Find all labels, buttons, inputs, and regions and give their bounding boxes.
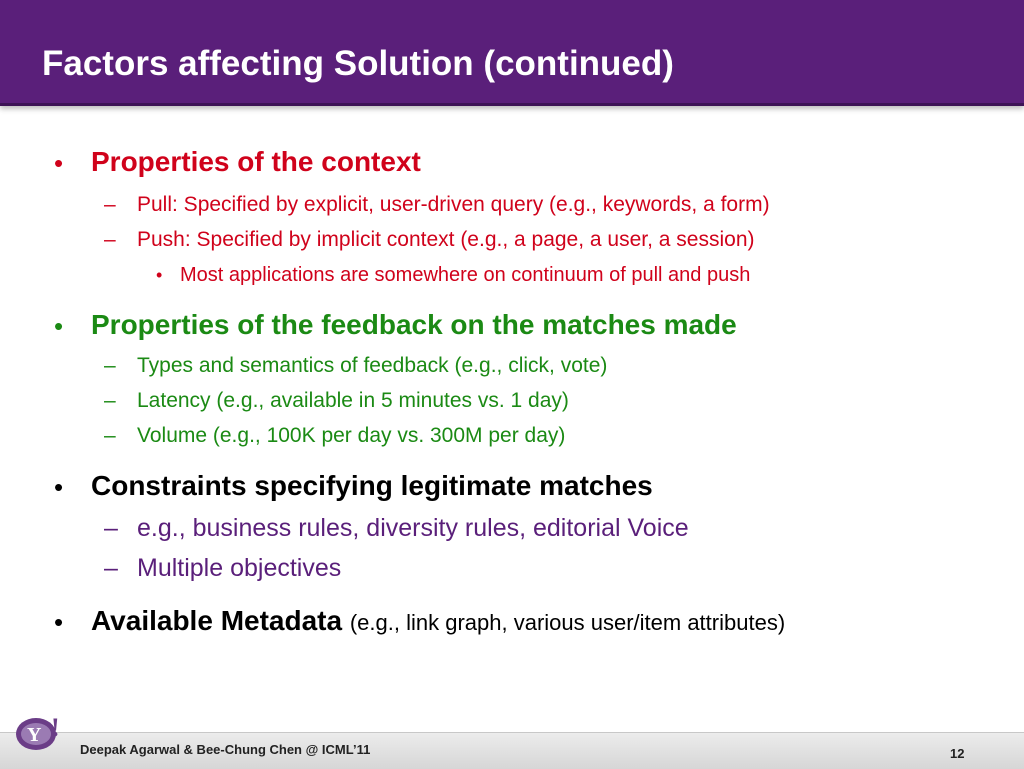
- bullet-properties-context: Properties of the context: [91, 146, 421, 177]
- bullet-marker: •: [156, 265, 163, 285]
- bullet-marker: •: [54, 607, 64, 637]
- dash-marker: –: [104, 228, 116, 251]
- subitem-pull: Pull: Specified by explicit, user-driven query (e.g., keywords, a form): [137, 193, 770, 216]
- subitem-business-rules: e.g., business rules, diversity rules, editorial Voice: [137, 514, 689, 542]
- dash-marker: –: [104, 389, 116, 412]
- subitem-multiple-objectives: Multiple objectives: [137, 554, 342, 582]
- footer-author: Deepak Agarwal & Bee-Chung Chen @ ICML’11: [80, 742, 371, 757]
- svg-text:Y: Y: [27, 724, 42, 746]
- svg-text:!: !: [51, 713, 60, 742]
- subitem-latency: Latency (e.g., available in 5 minutes vs. 1 day): [137, 389, 569, 412]
- bullet-marker: •: [54, 311, 64, 341]
- dash-marker: –: [104, 514, 118, 542]
- subitem-push: Push: Specified by implicit context (e.g., a page, a user, a session): [137, 228, 755, 251]
- bullet-available-metadata-label: Available Metadata: [91, 605, 343, 636]
- bullet-properties-feedback: Properties of the feedback on the matches made: [91, 309, 737, 340]
- subitem-volume: Volume (e.g., 100K per day vs. 300M per day): [137, 424, 566, 447]
- slide-title: Factors affecting Solution (continued): [42, 44, 674, 83]
- dash-marker: –: [104, 554, 118, 582]
- bullet-marker: •: [54, 472, 64, 502]
- dash-marker: –: [104, 354, 116, 377]
- bullet-available-metadata-note: (e.g., link graph, various user/item attributes): [349, 610, 786, 635]
- yahoo-logo-icon: [14, 712, 62, 752]
- bullet-marker: •: [54, 148, 64, 178]
- subsubitem-continuum: Most applications are somewhere on continuum of pull and push: [180, 264, 751, 286]
- page-number: 12: [950, 746, 965, 761]
- dash-marker: –: [104, 424, 116, 447]
- dash-marker: –: [104, 193, 116, 216]
- bullet-constraints: Constraints specifying legitimate matches: [91, 470, 653, 501]
- bullet-available-metadata: [91, 605, 785, 639]
- subitem-types: Types and semantics of feedback (e.g., click, vote): [137, 354, 608, 377]
